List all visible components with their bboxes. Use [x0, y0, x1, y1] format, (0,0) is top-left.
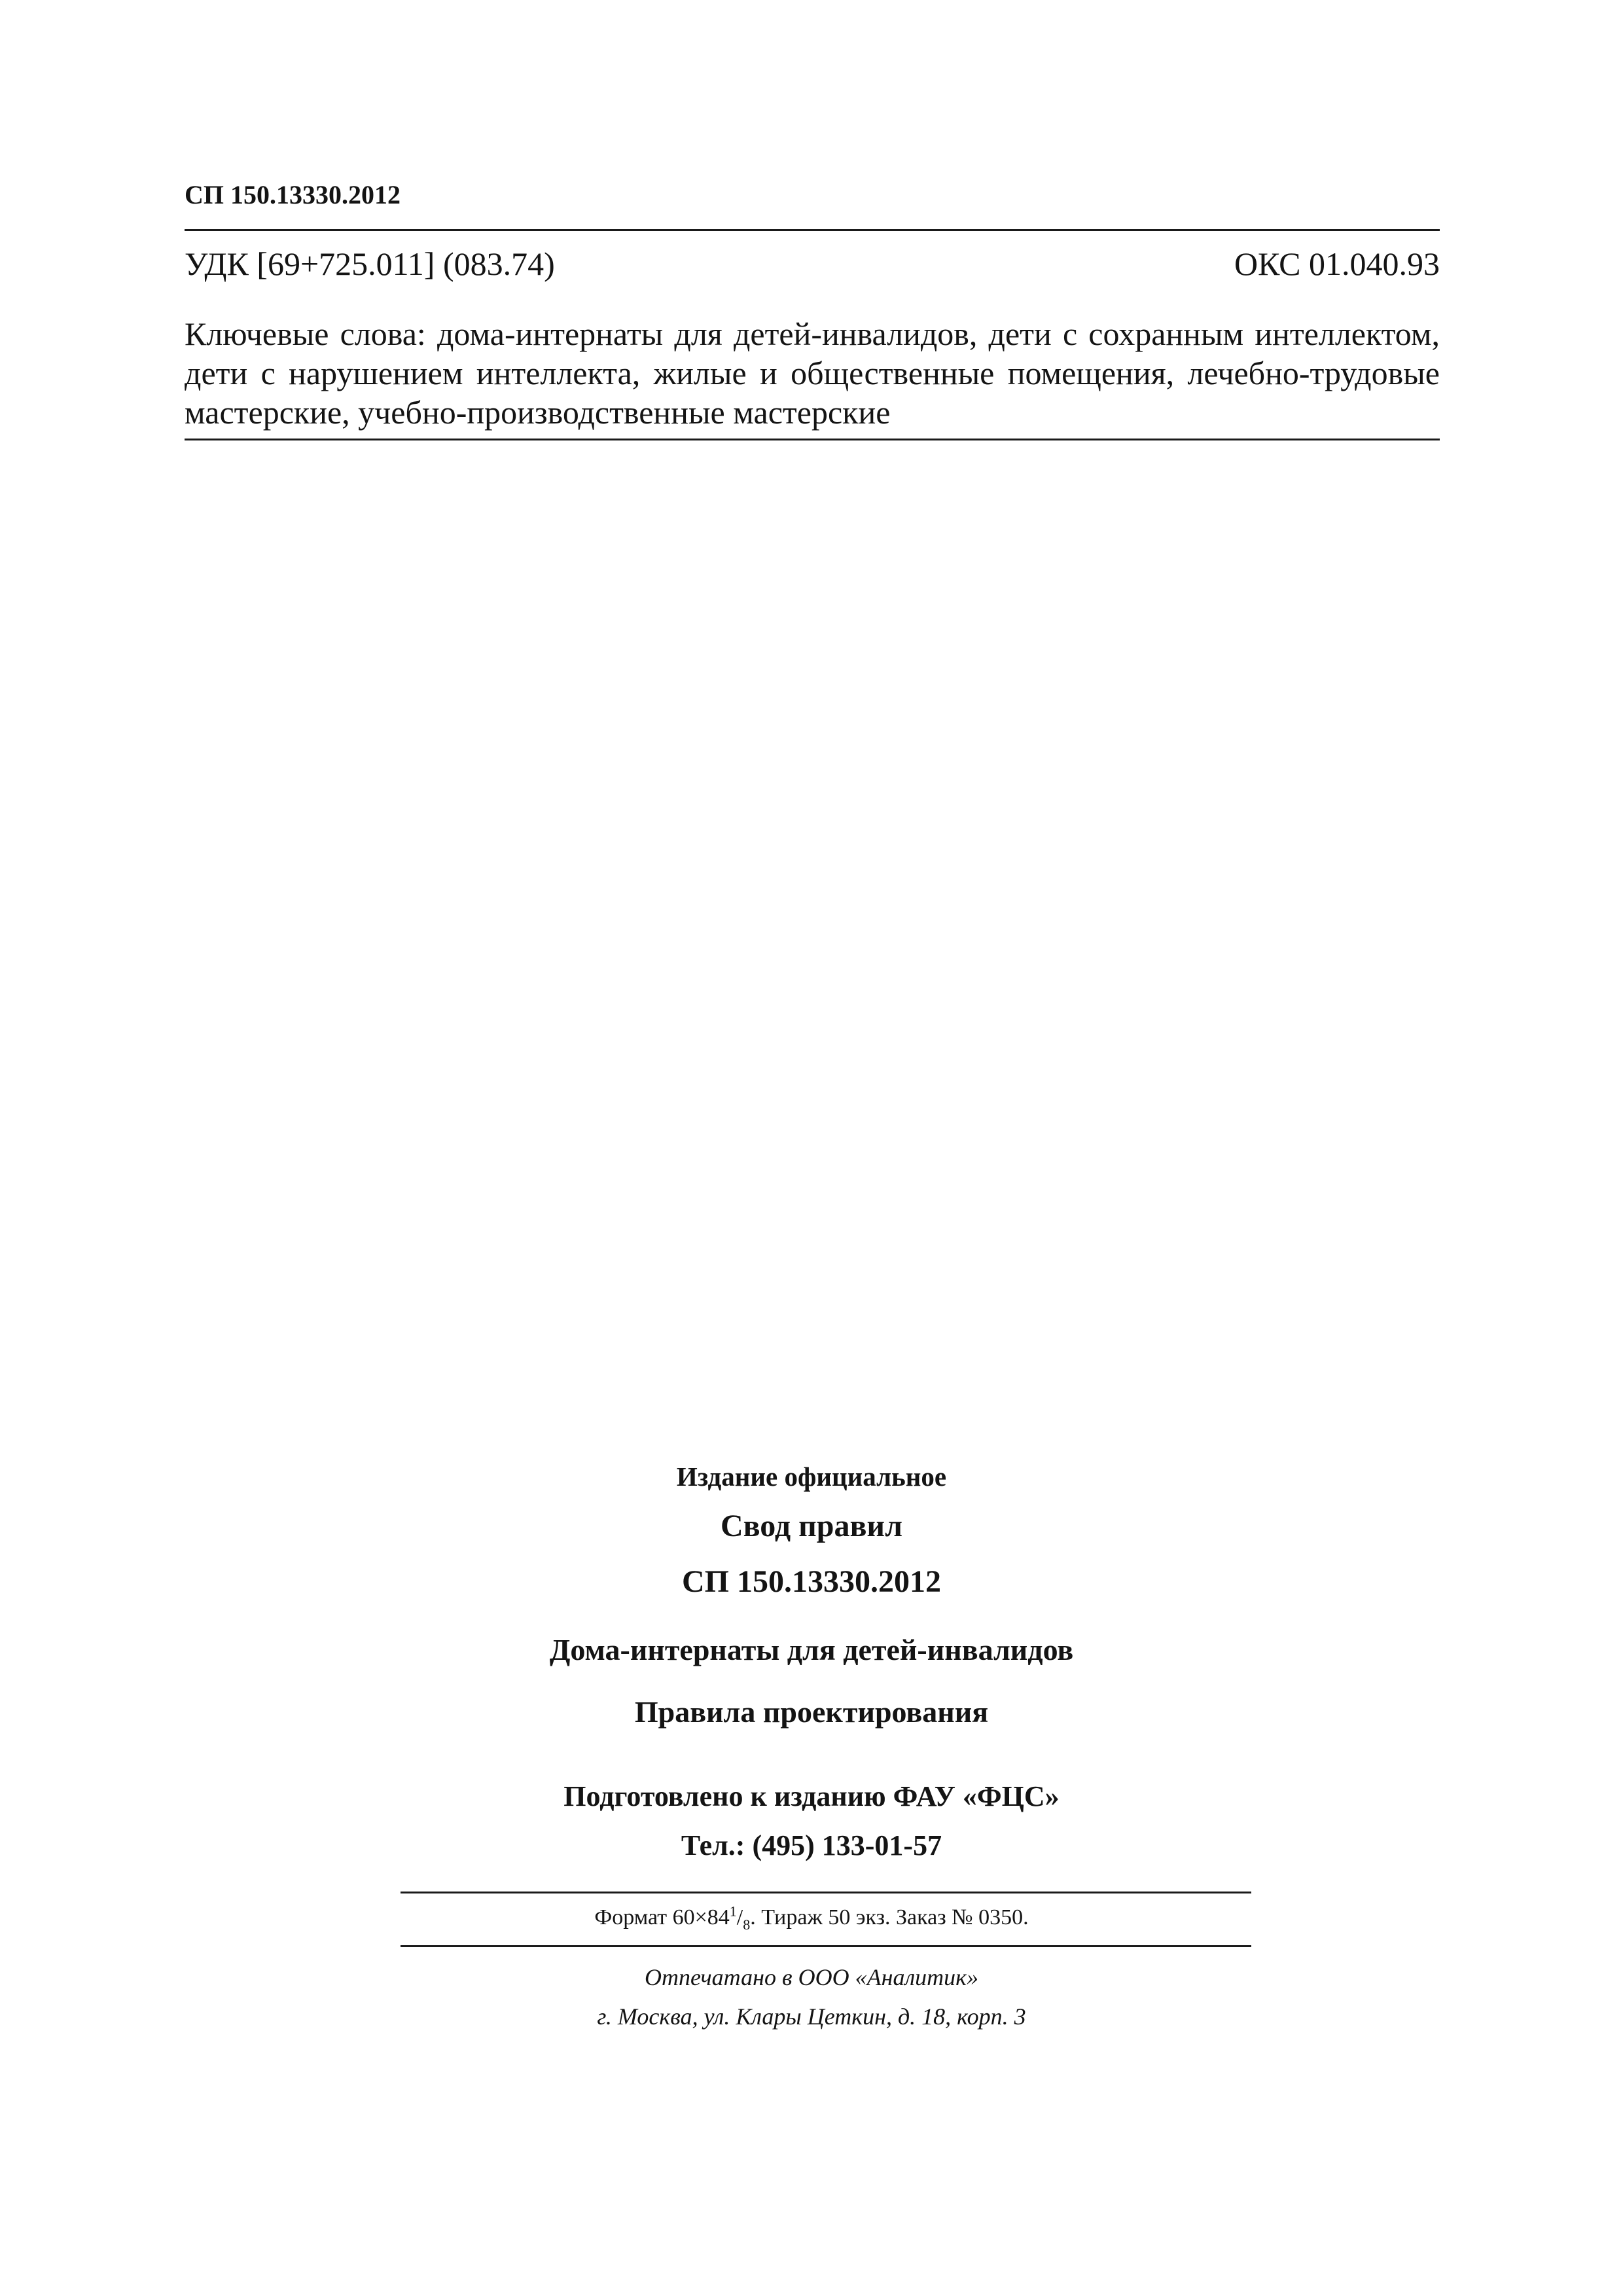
format-line: Формат $60\times 84^1/_8$. Тираж 50 экз. Заказ № 0350. [594, 1903, 1029, 1933]
sp-number: СП 150.13330.2012 [682, 1564, 941, 1599]
keywords-divider [185, 439, 1440, 440]
set-of-rules-label: Свод правил [720, 1509, 902, 1543]
format-top-divider [401, 1892, 1251, 1893]
document-subtitle: Правила проектирования [634, 1695, 989, 1729]
header-divider [185, 229, 1440, 231]
prepared-by: Подготовлено к изданию ФАУ «ФЦС» [563, 1780, 1060, 1812]
oks-classification: ОКС 01.040.93 [1234, 245, 1440, 282]
document-title: Дома-интернаты для детей-инвалидов [549, 1633, 1074, 1666]
format-prefix: Формат 60×84 [594, 1905, 730, 1929]
udk-classification: УДК [69+725.011] (083.74) [185, 245, 555, 282]
printed-by: Отпечатано в ООО «Аналитик» [645, 1964, 978, 1990]
keywords-paragraph: Ключевые слова: дома-интернаты для детей-инвалидов, дети с сохранным интеллектом, дети с нарушением интеллекта, жилые и общественные помещения, лечебно-трудовые мастерские, учебно-производственные мастерские [185, 315, 1440, 431]
format-bottom-divider [401, 1945, 1251, 1947]
phone-number: Тел.: (495) 133-01-57 [681, 1829, 942, 1861]
document-code: СП 150.13330.2012 [185, 180, 401, 209]
printer-address: г. Москва, ул. Клары Цеткин, д. 18, корп. 3 [597, 2003, 1026, 2030]
edition-label: Издание официальное [676, 1462, 947, 1492]
format-suffix: . Тираж 50 экз. Заказ № 0350. [750, 1905, 1029, 1929]
format-fraction-denominator: 8 [743, 1916, 751, 1933]
format-fraction-numerator: 1 [729, 1903, 737, 1920]
